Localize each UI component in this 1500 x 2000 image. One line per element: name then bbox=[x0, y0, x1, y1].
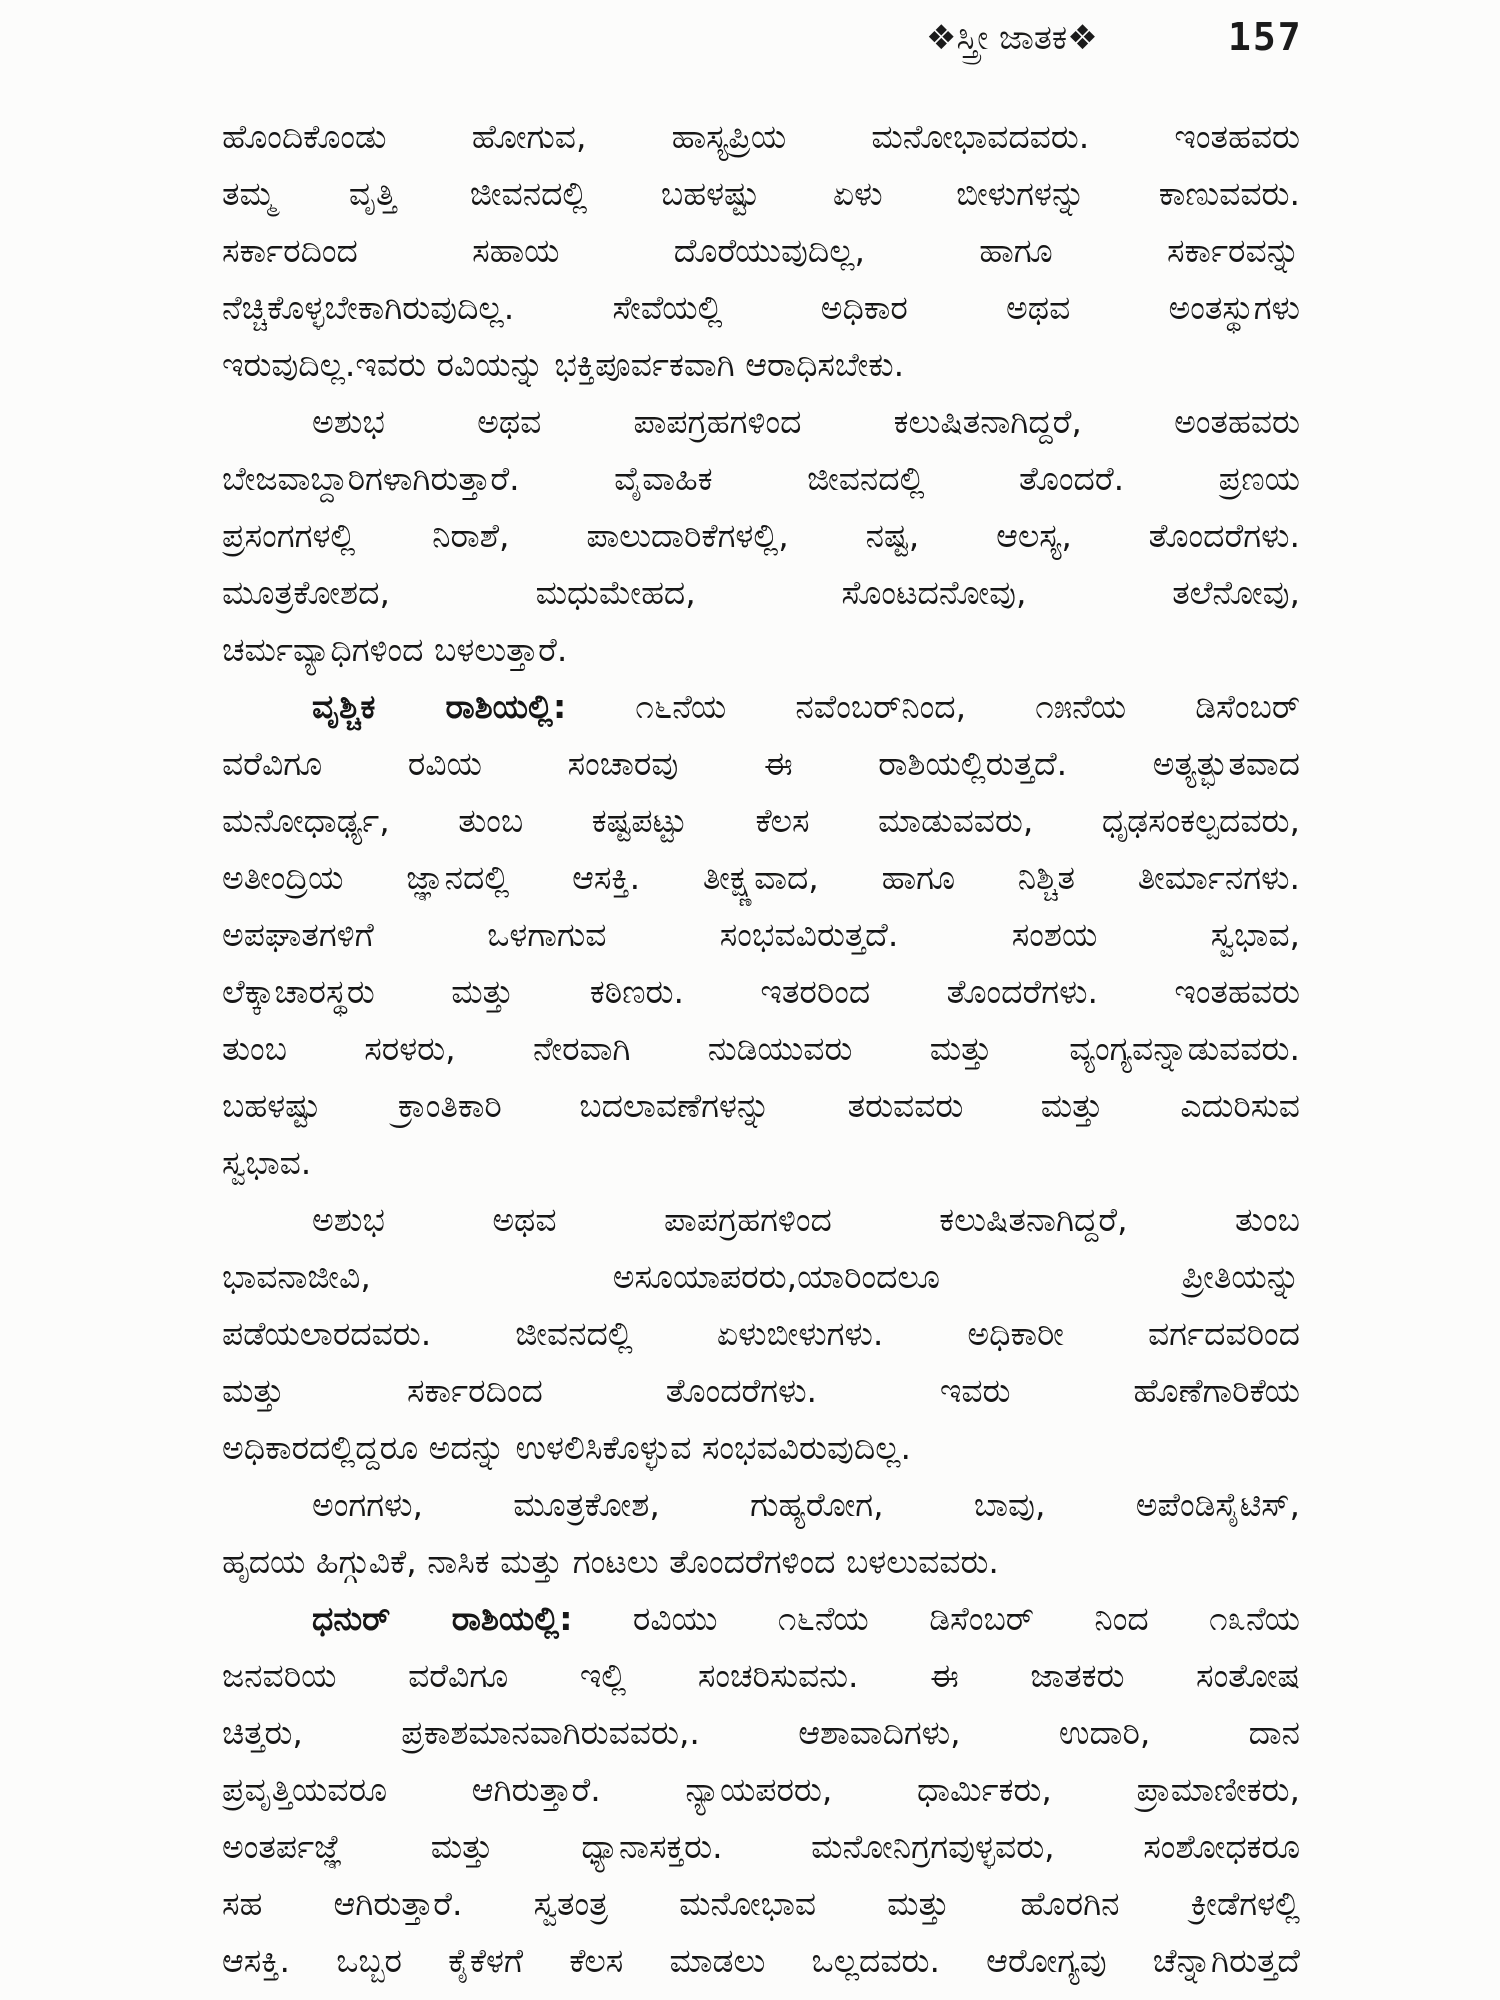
text-line bbox=[222, 393, 1300, 450]
text-line bbox=[222, 792, 1300, 849]
paragraph bbox=[222, 393, 1300, 678]
paragraph bbox=[222, 678, 1300, 1191]
text-line bbox=[222, 849, 1300, 906]
line-text: ಅಶುಭ ಅಥವ ಪಾಪಗ್ರಹಗಳಿಂದ ಕಲುಷಿತನಾಗಿದ್ದರೆ, ಅಂತಹವರು bbox=[312, 402, 1300, 441]
text-line bbox=[222, 621, 1300, 678]
line-text: ಸರ್ಕಾರದಿಂದ ಸಹಾಯ ದೊರೆಯುವುದಿಲ್ಲ, ಹಾಗೂ ಸರ್ಕಾರವನ್ನು bbox=[222, 231, 1300, 270]
text-line bbox=[222, 1362, 1300, 1419]
line-text: ಚರ್ಮವ್ಯಾಧಿಗಳಿಂದ ಬಳಲುತ್ತಾರೆ. bbox=[222, 630, 568, 669]
text-line bbox=[222, 1818, 1300, 1875]
line-text: ವರೆವಿಗೂ ರವಿಯ ಸಂಚಾರವು ಈ ರಾಶಿಯಲ್ಲಿರುತ್ತದೆ. ಅತ್ಯತ್ಭುತವಾದ bbox=[222, 744, 1300, 783]
text-line bbox=[222, 678, 1300, 735]
text-line bbox=[222, 1761, 1300, 1818]
text-line bbox=[222, 1248, 1300, 1305]
text-line bbox=[222, 1647, 1300, 1704]
text-line bbox=[222, 507, 1300, 564]
line-text: ಇರುವುದಿಲ್ಲ.ಇವರು ರವಿಯನ್ನು ಭಕ್ತಿಪೂರ್ವಕವಾಗಿ ಆರಾಧಿಸಬೇಕು. bbox=[222, 345, 905, 384]
text-line bbox=[222, 1533, 1300, 1590]
line-text: ಅಪಘಾತಗಳಿಗೆ ಒಳಗಾಗುವ ಸಂಭವವಿರುತ್ತದೆ. ಸಂಶಯ ಸ್ವಭಾವ, bbox=[222, 915, 1300, 954]
paragraph bbox=[222, 108, 1300, 393]
line-text: ಅಂತರ್ಪಜ್ಞೆ ಮತ್ತು ಧ್ಯಾನಾಸಕ್ತರು. ಮನೋನಿಗ್ರಗವುಳ್ಳವರು, ಸಂಶೋಧಕರೂ bbox=[222, 1827, 1300, 1866]
line-text: ಮೂತ್ರಕೋಶದ, ಮಧುಮೇಹದ, ಸೊಂಟದನೋವು, ತಲೆನೋವು, bbox=[222, 573, 1300, 612]
line-text: ಪ್ರವೃತ್ತಿಯವರೂ ಆಗಿರುತ್ತಾರೆ. ನ್ಯಾಯಪರರು, ಧಾರ್ಮಿಕರು, ಪ್ರಾಮಾಣೀಕರು, bbox=[222, 1770, 1300, 1809]
text-line bbox=[222, 1704, 1300, 1761]
paragraph bbox=[222, 1590, 1300, 1989]
text-line bbox=[222, 1875, 1300, 1932]
text-line bbox=[222, 279, 1300, 336]
text-line bbox=[222, 564, 1300, 621]
running-header bbox=[0, 0, 1500, 90]
line-text: ಅಶುಭ ಅಥವ ಪಾಪಗ್ರಹಗಳಿಂದ ಕಲುಷಿತನಾಗಿದ್ದರೆ, ತುಂಬ bbox=[312, 1200, 1300, 1239]
line-text: ಲೆಕ್ಕಾಚಾರಸ್ಥರು ಮತ್ತು ಕಠಿಣರು. ಇತರರಿಂದ ತೊಂದರೆಗಳು. ಇಂತಹವರು bbox=[222, 972, 1300, 1011]
text-line bbox=[222, 222, 1300, 279]
text-line bbox=[222, 1020, 1300, 1077]
line-text: ನೆಚ್ಚಿಕೊಳ್ಳಬೇಕಾಗಿರುವುದಿಲ್ಲ. ಸೇವೆಯಲ್ಲಿ ಅಧಿಕಾರ ಅಥವ ಅಂತಸ್ಥುಗಳು bbox=[222, 288, 1300, 327]
line-text: ಹೃದಯ ಹಿಗ್ಗುವಿಕೆ, ನಾಸಿಕ ಮತ್ತು ಗಂಟಲು ತೊಂದರೆಗಳಿಂದ ಬಳಲುವವರು. bbox=[222, 1542, 999, 1581]
line-text: ಜನವರಿಯ ವರೆವಿಗೂ ಇಲ್ಲಿ ಸಂಚರಿಸುವನು. ಈ ಜಾತಕರು ಸಂತೋಷ bbox=[222, 1656, 1300, 1695]
header-title: ❖ಸ್ತ್ರೀ ಜಾತಕ❖ bbox=[926, 18, 1098, 58]
text-line bbox=[222, 1191, 1300, 1248]
line-text: ಮನೋಧಾರ್ಢ್ಯ, ತುಂಬ ಕಷ್ಟಪಟ್ಟು ಕೆಲಸ ಮಾಡುವವರು, ಧೃಢಸಂಕಲ್ಪದವರು, bbox=[222, 801, 1300, 840]
line-text: ೧೬ನೆಯ ನವೆಂಬರ್‌ನಿಂದ, ೧೫ನೆಯ ಡಿಸೆಂಬರ್ bbox=[635, 687, 1300, 726]
text-line bbox=[222, 108, 1300, 165]
section-heading: ಧನುರ್ ರಾಶಿಯಲ್ಲಿ: bbox=[312, 1599, 573, 1638]
line-text: ಸ್ವಭಾವ. bbox=[222, 1143, 312, 1182]
paragraph bbox=[222, 1476, 1300, 1590]
line-text: ತಮ್ಮ ವೃತ್ತಿ ಜೀವನದಲ್ಲಿ ಬಹಳಷ್ಟು ಏಳು ಬೀಳುಗಳನ್ನು ಕಾಣುವವರು. bbox=[222, 174, 1300, 213]
line-text: ಪಡೆಯಲಾರದವರು. ಜೀವನದಲ್ಲಿ ಏಳುಬೀಳುಗಳು. ಅಧಿಕಾರೀ ವರ್ಗದವರಿಂದ bbox=[222, 1314, 1300, 1353]
line-text: ರವಿಯು ೧೬ನೆಯ ಡಿಸೆಂಬರ್ ನಿಂದ ೧೩ನೆಯ bbox=[632, 1599, 1300, 1638]
text-line bbox=[222, 1476, 1300, 1533]
line-text: ಅಂಗಗಳು, ಮೂತ್ರಕೋಶ, ಗುಹ್ಯರೋಗ, ಬಾವು, ಅಪೆಂಡಿಸೈಟಿಸ್, bbox=[312, 1485, 1300, 1524]
line-text: ಹೊಂದಿಕೊಂಡು ಹೋಗುವ, ಹಾಸ್ಯಪ್ರಿಯ ಮನೋಭಾವದವರು. ಇಂತಹವರು bbox=[222, 117, 1300, 156]
text-line bbox=[222, 450, 1300, 507]
line-text: ಆಸಕ್ತಿ. ಒಬ್ಬರ ಕೈಕೆಳಗೆ ಕೆಲಸ ಮಾಡಲು ಒಲ್ಲದವರು. ಆರೋಗ್ಯವು ಚೆನ್ನಾಗಿರುತ್ತದೆ bbox=[222, 1941, 1300, 1980]
text-line bbox=[222, 1932, 1300, 1989]
line-text: ತುಂಬ ಸರಳರು, ನೇರವಾಗಿ ನುಡಿಯುವರು ಮತ್ತು ವ್ಯಂಗ್ಯವನ್ನಾಡುವವರು. bbox=[222, 1029, 1300, 1068]
section-heading: ವೃಶ್ಚಿಕ ರಾಶಿಯಲ್ಲಿ: bbox=[312, 687, 567, 726]
text-line bbox=[222, 963, 1300, 1020]
text-line bbox=[222, 165, 1300, 222]
line-text: ಸಹ ಆಗಿರುತ್ತಾರೆ. ಸ್ವತಂತ್ರ ಮನೋಭಾವ ಮತ್ತು ಹೊರಗಿನ ಕ್ರೀಡೆಗಳಲ್ಲಿ bbox=[222, 1884, 1300, 1923]
line-text: ಭಾವನಾಜೀವಿ, ಅಸೂಯಾಪರರು,ಯಾರಿಂದಲೂ ಪ್ರೀತಿಯನ್ನು bbox=[222, 1257, 1300, 1296]
page-number: 157 bbox=[1228, 15, 1303, 59]
text-line bbox=[222, 1590, 1300, 1647]
line-text: ಅತೀಂದ್ರಿಯ ಜ್ಞಾನದಲ್ಲಿ ಆಸಕ್ತಿ. ತೀಕ್ಷ್ಣವಾದ, ಹಾಗೂ ನಿಶ್ಚಿತ ತೀರ್ಮಾನಗಳು. bbox=[222, 858, 1300, 897]
text-line bbox=[222, 906, 1300, 963]
text-line bbox=[222, 735, 1300, 792]
text-line bbox=[222, 1134, 1300, 1191]
text-line bbox=[222, 1419, 1300, 1476]
line-text: ಚಿತ್ತರು, ಪ್ರಕಾಶಮಾನವಾಗಿರುವವರು,. ಆಶಾವಾದಿಗಳು, ಉದಾರಿ, ದಾನ bbox=[222, 1713, 1300, 1752]
paragraph bbox=[222, 1191, 1300, 1476]
line-text: ಬೇಜವಾಬ್ದಾರಿಗಳಾಗಿರುತ್ತಾರೆ. ವೈವಾಹಿಕ ಜೀವನದಲ್ಲಿ ತೊಂದರೆ. ಪ್ರಣಯ bbox=[222, 459, 1300, 498]
line-text: ಬಹಳಷ್ಟು ಕ್ರಾಂತಿಕಾರಿ ಬದಲಾವಣೆಗಳನ್ನು ತರುವವರು ಮತ್ತು ಎದುರಿಸುವ bbox=[222, 1086, 1300, 1125]
line-text: ಅಧಿಕಾರದಲ್ಲಿದ್ದರೂ ಅದನ್ನು ಉಳಲಿಸಿಕೊಳ್ಳುವ ಸಂಭವವಿರುವುದಿಲ್ಲ. bbox=[222, 1428, 911, 1467]
text-line bbox=[222, 1077, 1300, 1134]
line-text: ಮತ್ತು ಸರ್ಕಾರದಿಂದ ತೊಂದರೆಗಳು. ಇವರು ಹೊಣೆಗಾರಿಕೆಯ bbox=[222, 1371, 1300, 1410]
body-text bbox=[222, 108, 1300, 1990]
line-text: ಪ್ರಸಂಗಗಳಲ್ಲಿ ನಿರಾಶೆ, ಪಾಲುದಾರಿಕೆಗಳಲ್ಲಿ, ನಷ್ಟ, ಆಲಸ್ಯ, ತೊಂದರೆಗಳು. bbox=[222, 516, 1300, 555]
text-line bbox=[222, 336, 1300, 393]
text-line bbox=[222, 1305, 1300, 1362]
